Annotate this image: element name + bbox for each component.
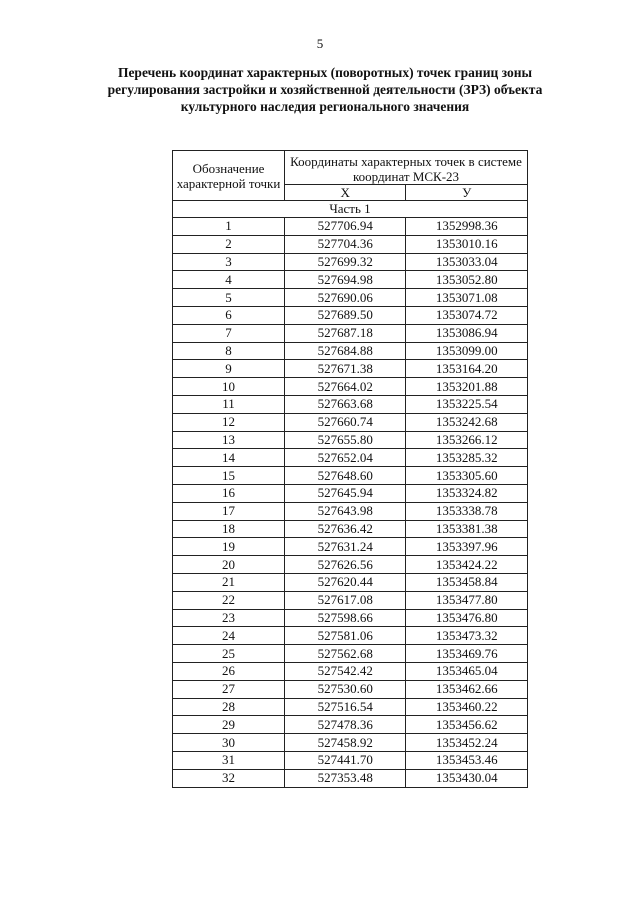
- point-number-cell: 17: [173, 502, 285, 520]
- table-row: [173, 467, 528, 485]
- x-coordinate-cell: 527663.68: [285, 395, 406, 413]
- table-body: [173, 201, 528, 788]
- table-row: [173, 520, 528, 538]
- table-row: [173, 431, 528, 449]
- point-number-cell: 16: [173, 484, 285, 502]
- point-number-cell: 5: [173, 289, 285, 307]
- y-coordinate-cell: 1353033.04: [406, 253, 528, 271]
- table-row: [173, 645, 528, 663]
- y-coordinate-cell: 1353164.20: [406, 360, 528, 378]
- y-coordinate-cell: 1353071.08: [406, 289, 528, 307]
- point-number-cell: 23: [173, 609, 285, 627]
- point-number-cell: 26: [173, 662, 285, 680]
- table-row: [173, 556, 528, 574]
- coordinates-table: [172, 150, 528, 788]
- y-coordinate-cell: 1353397.96: [406, 538, 528, 556]
- point-number-cell: 4: [173, 271, 285, 289]
- y-coordinate-cell: 1353456.62: [406, 716, 528, 734]
- point-number-cell: 28: [173, 698, 285, 716]
- table-row: [173, 591, 528, 609]
- point-number-cell: 1: [173, 218, 285, 236]
- y-coordinate-cell: 1353465.04: [406, 662, 528, 680]
- x-coordinate-cell: 527478.36: [285, 716, 406, 734]
- table-row: [173, 751, 528, 769]
- x-coordinate-cell: 527690.06: [285, 289, 406, 307]
- title-line: культурного наследия регионального значения: [180, 99, 470, 114]
- table-row: [173, 378, 528, 396]
- point-number-cell: 22: [173, 591, 285, 609]
- y-coordinate-cell: 1353266.12: [406, 431, 528, 449]
- point-designation-header: Обозначение характерной точки: [173, 151, 285, 201]
- y-coordinate-cell: 1352998.36: [406, 218, 528, 236]
- point-number-cell: 12: [173, 413, 285, 431]
- y-coordinate-cell: 1353201.88: [406, 378, 528, 396]
- y-coordinate-cell: 1353099.00: [406, 342, 528, 360]
- x-coordinate-cell: 527671.38: [285, 360, 406, 378]
- x-coordinate-cell: 527694.98: [285, 271, 406, 289]
- table-row: [173, 218, 528, 236]
- y-coordinate-cell: 1353469.76: [406, 645, 528, 663]
- y-coordinate-cell: 1353460.22: [406, 698, 528, 716]
- table-row: [173, 289, 528, 307]
- x-coordinate-cell: 527598.66: [285, 609, 406, 627]
- point-number-cell: 7: [173, 324, 285, 342]
- y-coordinate-cell: 1353010.16: [406, 235, 528, 253]
- table-row: [173, 716, 528, 734]
- table-row: [173, 235, 528, 253]
- y-coordinate-cell: 1353381.38: [406, 520, 528, 538]
- x-coordinate-cell: 527458.92: [285, 734, 406, 752]
- table-row: [173, 573, 528, 591]
- point-number-cell: 9: [173, 360, 285, 378]
- x-coordinate-cell: 527706.94: [285, 218, 406, 236]
- y-column-header: У: [406, 185, 528, 201]
- x-coordinate-cell: 527689.50: [285, 306, 406, 324]
- table-row: [173, 769, 528, 787]
- table-row: [173, 395, 528, 413]
- y-coordinate-cell: 1353476.80: [406, 609, 528, 627]
- table-row: [173, 413, 528, 431]
- table-row: [173, 324, 528, 342]
- table-row: [173, 342, 528, 360]
- x-column-header: X: [285, 185, 406, 201]
- table-row: [173, 609, 528, 627]
- point-number-cell: 2: [173, 235, 285, 253]
- x-coordinate-cell: 527648.60: [285, 467, 406, 485]
- table-row: [173, 680, 528, 698]
- point-number-cell: 15: [173, 467, 285, 485]
- x-coordinate-cell: 527684.88: [285, 342, 406, 360]
- y-coordinate-cell: 1353305.60: [406, 467, 528, 485]
- table-row: [173, 502, 528, 520]
- y-coordinate-cell: 1353424.22: [406, 556, 528, 574]
- y-coordinate-cell: 1353458.84: [406, 573, 528, 591]
- y-coordinate-cell: 1353225.54: [406, 395, 528, 413]
- x-coordinate-cell: 527631.24: [285, 538, 406, 556]
- y-coordinate-cell: 1353453.46: [406, 751, 528, 769]
- x-coordinate-cell: 527620.44: [285, 573, 406, 591]
- table-row: [173, 662, 528, 680]
- point-number-cell: 18: [173, 520, 285, 538]
- y-coordinate-cell: 1353052.80: [406, 271, 528, 289]
- coordinates-header: Координаты характерных точек в системе координат МСК-23: [285, 151, 528, 185]
- x-coordinate-cell: 527581.06: [285, 627, 406, 645]
- x-coordinate-cell: 527660.74: [285, 413, 406, 431]
- point-number-cell: 6: [173, 306, 285, 324]
- table-row: [173, 360, 528, 378]
- table-row: [173, 734, 528, 752]
- table-row: [173, 627, 528, 645]
- table-row: [173, 538, 528, 556]
- x-coordinate-cell: 527645.94: [285, 484, 406, 502]
- y-coordinate-cell: 1353285.32: [406, 449, 528, 467]
- point-number-cell: 11: [173, 395, 285, 413]
- point-number-cell: 13: [173, 431, 285, 449]
- x-coordinate-cell: 527542.42: [285, 662, 406, 680]
- x-coordinate-cell: 527530.60: [285, 680, 406, 698]
- x-coordinate-cell: 527353.48: [285, 769, 406, 787]
- y-coordinate-cell: 1353338.78: [406, 502, 528, 520]
- part-label: Часть 1: [173, 201, 528, 218]
- point-number-cell: 25: [173, 645, 285, 663]
- point-number-cell: 29: [173, 716, 285, 734]
- y-coordinate-cell: 1353242.68: [406, 413, 528, 431]
- table-row: [173, 698, 528, 716]
- y-coordinate-cell: 1353074.72: [406, 306, 528, 324]
- table-row: [173, 253, 528, 271]
- x-coordinate-cell: 527441.70: [285, 751, 406, 769]
- x-coordinate-cell: 527636.42: [285, 520, 406, 538]
- point-number-cell: 20: [173, 556, 285, 574]
- point-number-cell: 32: [173, 769, 285, 787]
- y-coordinate-cell: 1353086.94: [406, 324, 528, 342]
- point-number-cell: 27: [173, 680, 285, 698]
- point-number-cell: 30: [173, 734, 285, 752]
- title-line: Перечень координат характерных (поворотных) точек границ зоны: [117, 65, 533, 80]
- x-coordinate-cell: 527516.54: [285, 698, 406, 716]
- y-coordinate-cell: 1353324.82: [406, 484, 528, 502]
- point-number-cell: 10: [173, 378, 285, 396]
- x-coordinate-cell: 527704.36: [285, 235, 406, 253]
- point-number-cell: 3: [173, 253, 285, 271]
- page-number: 5: [316, 36, 324, 51]
- x-coordinate-cell: 527617.08: [285, 591, 406, 609]
- x-coordinate-cell: 527687.18: [285, 324, 406, 342]
- point-number-cell: 24: [173, 627, 285, 645]
- x-coordinate-cell: 527562.68: [285, 645, 406, 663]
- x-coordinate-cell: 527664.02: [285, 378, 406, 396]
- x-coordinate-cell: 527655.80: [285, 431, 406, 449]
- x-coordinate-cell: 527643.98: [285, 502, 406, 520]
- document-title: [90, 64, 560, 115]
- y-coordinate-cell: 1353473.32: [406, 627, 528, 645]
- point-number-cell: 8: [173, 342, 285, 360]
- table-row: [173, 271, 528, 289]
- point-number-cell: 31: [173, 751, 285, 769]
- point-number-cell: 19: [173, 538, 285, 556]
- table-row: [173, 484, 528, 502]
- y-coordinate-cell: 1353477.80: [406, 591, 528, 609]
- x-coordinate-cell: 527699.32: [285, 253, 406, 271]
- y-coordinate-cell: 1353430.04: [406, 769, 528, 787]
- table-row: [173, 449, 528, 467]
- y-coordinate-cell: 1353452.24: [406, 734, 528, 752]
- table-row: [173, 306, 528, 324]
- y-coordinate-cell: 1353462.66: [406, 680, 528, 698]
- point-number-cell: 14: [173, 449, 285, 467]
- point-number-cell: 21: [173, 573, 285, 591]
- title-line: регулирования застройки и хозяйственной деятельности (ЗРЗ) объекта: [107, 82, 543, 97]
- x-coordinate-cell: 527626.56: [285, 556, 406, 574]
- x-coordinate-cell: 527652.04: [285, 449, 406, 467]
